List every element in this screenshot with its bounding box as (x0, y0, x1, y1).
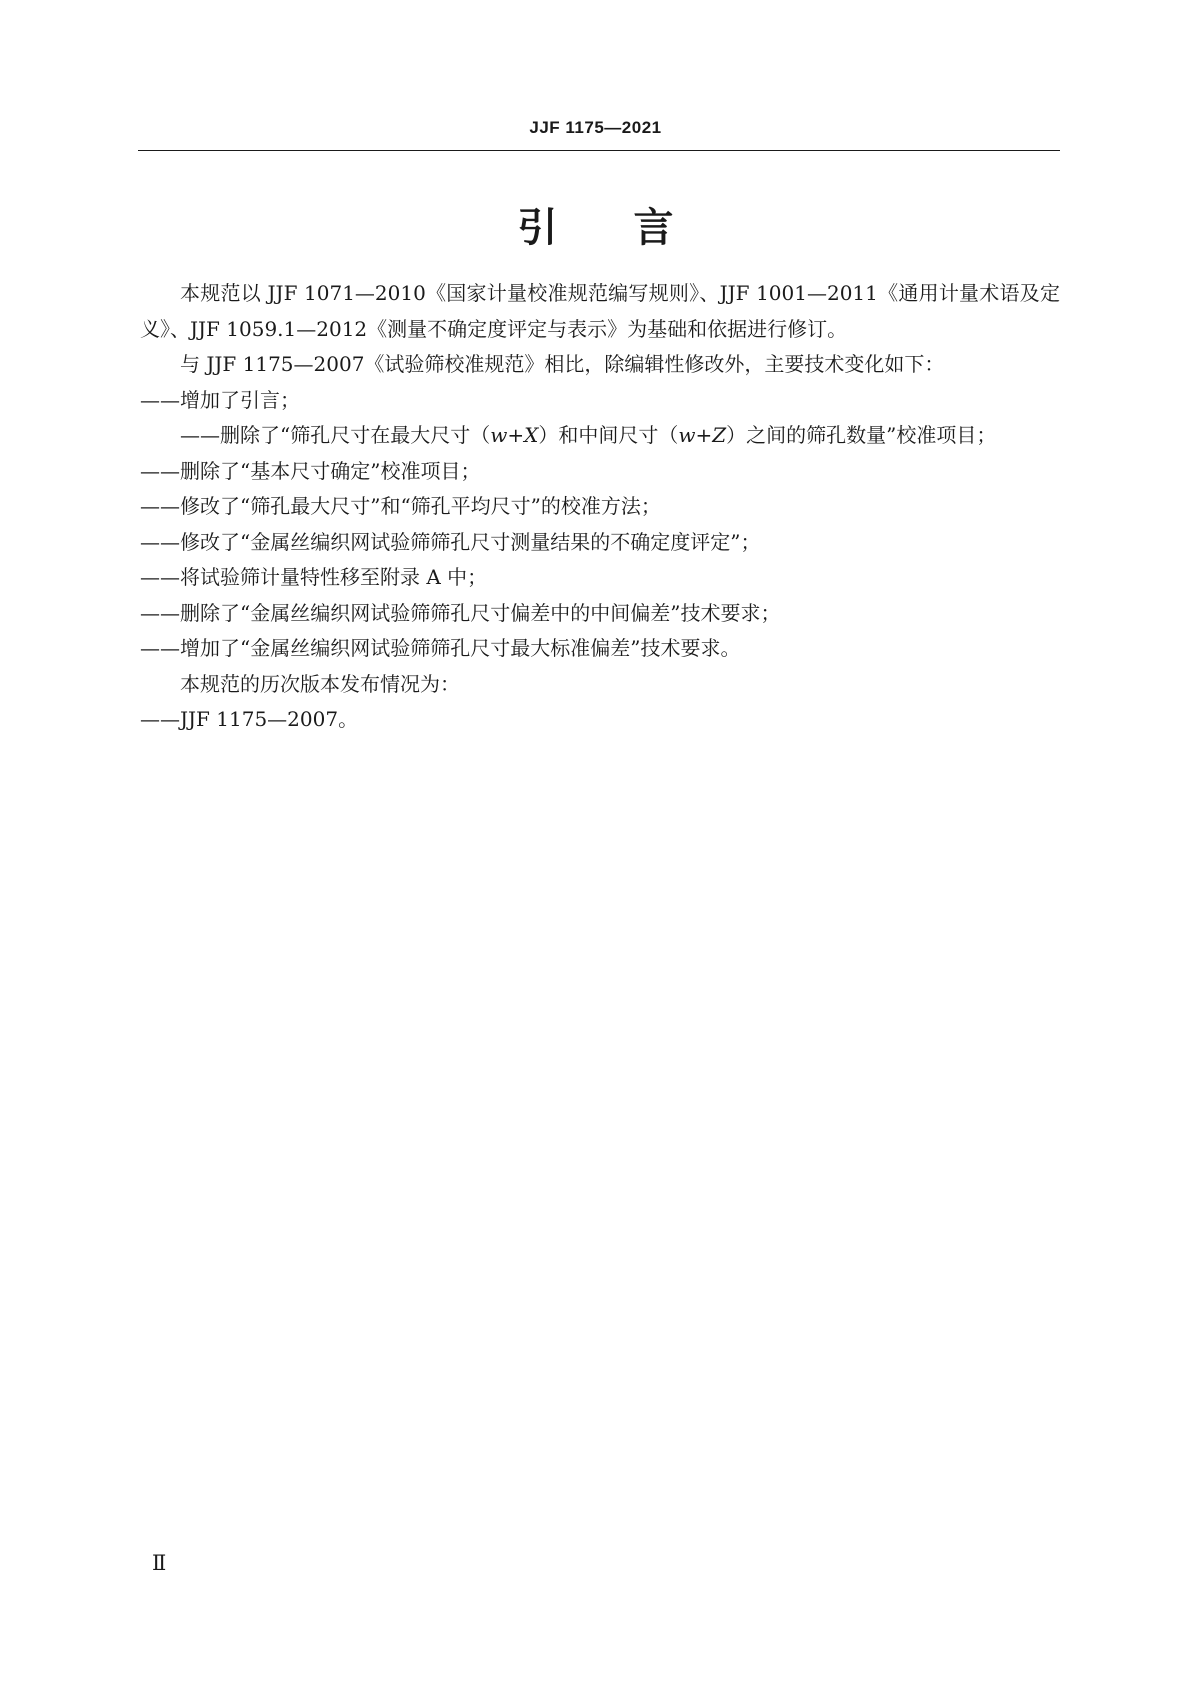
page-title: 引言 (517, 205, 750, 251)
formula-w-plus-x: w+X (490, 423, 539, 447)
history-intro-paragraph: 本规范的历次版本发布情况为： (180, 671, 460, 696)
change-item-2-part-a: ——删除了“筛孔尺寸在最大尺寸（ (180, 423, 491, 447)
changes-intro-paragraph: 与 JJF 1175—2007《试验筛校准规范》相比，除编辑性修改外，主要技术变化如下： (180, 352, 945, 376)
header-divider (138, 150, 1060, 151)
page-number: Ⅱ (152, 1551, 167, 1575)
change-item-2-part-e: ）之间的筛孔数量”校准项目； (726, 423, 997, 447)
change-item-4: ——修改了“筛孔最大尺寸”和“筛孔平均尺寸”的校准方法； (140, 494, 661, 518)
change-item-8: ——增加了“金属丝编织网试验筛筛孔尺寸最大标准偏差”技术要求。 (140, 636, 741, 660)
change-item-2-part-c: ）和中间尺寸（ (538, 423, 679, 447)
history-item-1: ——JJF 1175—2007。 (140, 707, 359, 731)
change-item-3: ——删除了“基本尺寸确定”校准项目； (140, 458, 481, 483)
change-item-7: ——删除了“金属丝编织网试验筛筛孔尺寸偏差中的中间偏差”技术要求； (140, 600, 781, 625)
intro-paragraph: 本规范以 JJF 1071—2010《国家计量校准规范编写规则》、JJF 1001—2011《通用计量术语及定义》、JJF 1059.1—2012《测量不确定度评定与表示》为基础和依据进行修订。 (140, 281, 1060, 341)
change-item-5: ——修改了“金属丝编织网试验筛筛孔尺寸测量结果的不确定度评定”； (140, 529, 761, 554)
change-item-1: ——增加了引言； (140, 387, 300, 412)
document-body (140, 276, 1060, 738)
change-item-2 (140, 418, 1060, 454)
change-item-6: ——将试验筛计量特性移至附录 A 中； (140, 565, 488, 589)
formula-w-plus-z: w+Z (678, 423, 727, 447)
running-header: JJF 1175—2021 (529, 118, 662, 137)
